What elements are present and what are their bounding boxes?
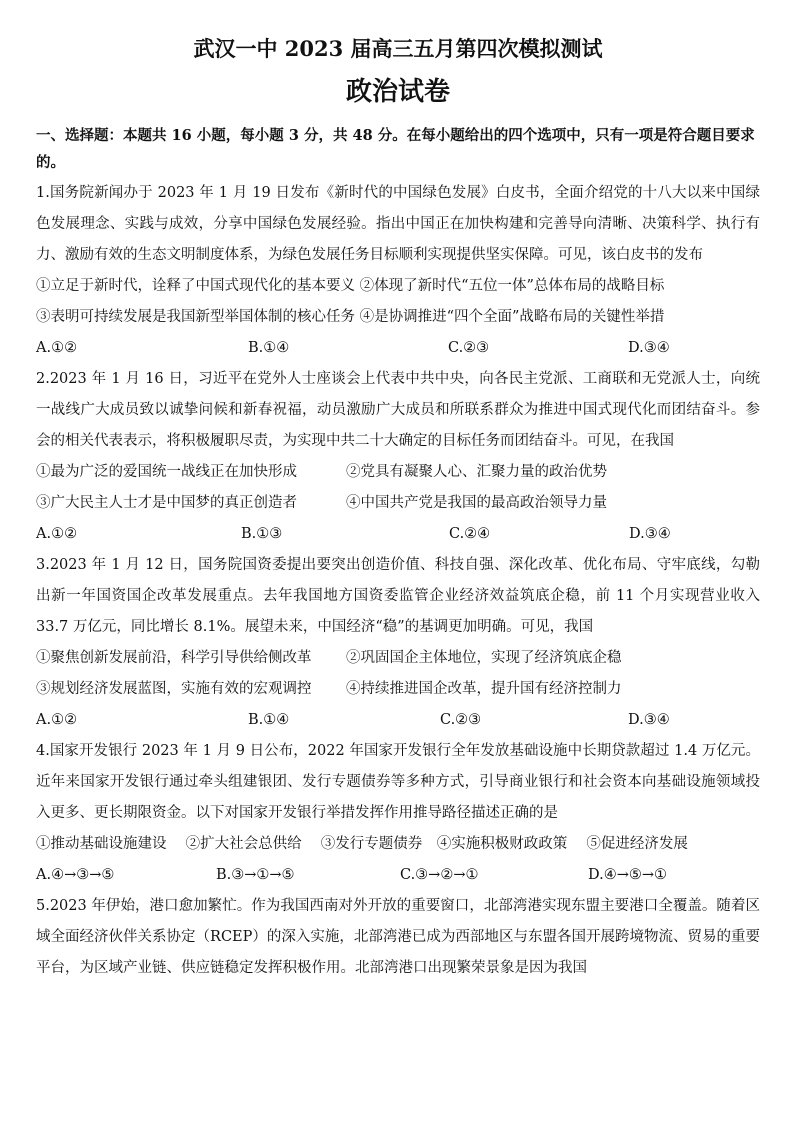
option-statements-grid [36,643,760,705]
choice-c[interactable]: C.②④ [449,526,491,542]
choice-b[interactable]: B.①③ [241,526,283,542]
choice-c[interactable]: C.③→②→① [400,867,479,883]
answer-choices [36,519,760,550]
option-statement: ④持续推进国企改革，提升国有经济控制力 [346,681,622,697]
choice-d[interactable]: D.③④ [629,526,671,542]
question-4 [36,736,760,891]
option-statement: ③规划经济发展蓝图，实施有效的宏观调控 [36,681,312,697]
choice-d[interactable]: D.③④ [628,340,670,356]
choice-d[interactable]: D.④→⑤→① [588,867,668,883]
choice-a[interactable]: A.①② [36,712,78,728]
choice-c[interactable]: C.②③ [448,340,490,356]
option-statement: ③表明可持续发展是我国新型举国体制的核心任务 [36,309,355,325]
option-statements-row: ①推动基础设施建设 ②扩大社会总供给 ③发行专题债券 ④实施积极财政政策 ⑤促进经济发展 [36,836,688,852]
option-statement: ④中国共产党是我国的最高政治领导力量 [346,495,607,511]
choice-b[interactable]: B.①④ [248,340,290,356]
option-statement: ②体现了新时代“五位一体”总体布局的战略目标 [359,278,665,294]
question-stem: 4.国家开发银行 2023 年 1 月 9 日公布，2022 年国家开发银行全年发放基础设施中长期贷款超过 1.4 万亿元。近年来国家开发银行通过牵头组建银团、发行专题债券等多种方式，引导商业银行和社会资本向基础设施领域投入更多、更长期限资金。以下对国家开发银行举措发挥作用推导路径描述正确的是 [36,743,760,821]
question-2 [36,364,760,550]
question-3 [36,550,760,736]
answer-choices [36,333,760,364]
question-1 [36,178,760,364]
choice-a[interactable]: A.①② [36,526,78,542]
option-statements-row [36,271,760,302]
option-statements-row [36,302,760,333]
question-stem: 3.2023 年 1 月 12 日，国务院国资委提出要突出创造价值、科技自强、深化改革、优化布局、守牢底线，勾勒出新一年国资国企改革发展重点。去年我国地方国资委监管企业经济效益筑底企稳，前 11 个月实现营业收入 33.7 万亿元，同比增长 8.1%。展望未来，中国经济“稳”的基调更加明确。可见，我国 [36,557,760,635]
choice-c[interactable]: C.②③ [440,712,482,728]
choice-b[interactable]: B.③→①→⑤ [216,867,295,883]
exam-page [36,34,760,984]
option-statement: ①立足于新时代，诠释了中国式现代化的基本要义 [36,278,355,294]
option-statement: ①聚焦创新发展前沿，科学引导供给侧改革 [36,650,312,666]
option-statements-grid [36,457,760,519]
section-heading: 一、选择题：本题共 16 小题，每小题 3 分，共 48 分。在每小题给出的四个选项中，只有一项是符合题目要求的。 [36,127,755,171]
option-statement: ③广大民主人士才是中国梦的真正创造者 [36,495,297,511]
answer-choices [36,705,760,736]
choice-d[interactable]: D.③④ [628,712,670,728]
exam-subject: 政治试卷 [345,77,450,107]
choice-b[interactable]: B.①④ [248,712,290,728]
option-statement: ④是协调推进“四个全面”战略布局的关键性举措 [359,309,665,325]
question-stem: 1.国务院新闻办于 2023 年 1 月 19 日发布《新时代的中国绿色发展》白皮书，全面介绍党的十八大以来中国绿色发展理念、实践与成效，分享中国绿色发展经验。指出中国正在加快构建和完善导向清晰、决策科学、执行有力、激励有效的生态文明制度体系，为绿色发展任务目标顺利实现提供坚实保障。可见，该白皮书的发布 [36,185,760,263]
exam-title: 武汉一中 2023 届高三五月第四次模拟测试 [193,36,603,61]
question-stem: 5.2023 年伊始，港口愈加繁忙。作为我国西南对外开放的重要窗口，北部湾港实现东盟主要港口全覆盖。随着区域全面经济伙伴关系协定（RCEP）的深入实施，北部湾港已成为西部地区与东盟各国开展跨境物流、贸易的重要平台，为区域产业链、供应链稳定发挥积极作用。北部湾港口出现繁荣景象是因为我国 [36,898,760,976]
answer-choices [36,860,760,891]
option-statement: ①最为广泛的爱国统一战线正在加快形成 [36,464,297,480]
option-statement: ②党具有凝聚人心、汇聚力量的政治优势 [346,464,607,480]
question-stem: 2.2023 年 1 月 16 日，习近平在党外人士座谈会上代表中共中央，向各民主党派、工商联和无党派人士，向统一战线广大成员致以诚挚问候和新春祝福，动员激励广大成员和所联系群众为推进中国式现代化而团结奋斗。参会的相关代表表示，将积极履职尽责，为实现中共二十大确定的目标任务而团结奋斗。可见，在我国 [36,371,760,449]
choice-a[interactable]: A.④→③→⑤ [36,867,115,883]
question-5 [36,891,760,984]
option-statement: ②巩固国企主体地位，实现了经济筑底企稳 [346,650,622,666]
choice-a[interactable]: A.①② [36,340,78,356]
